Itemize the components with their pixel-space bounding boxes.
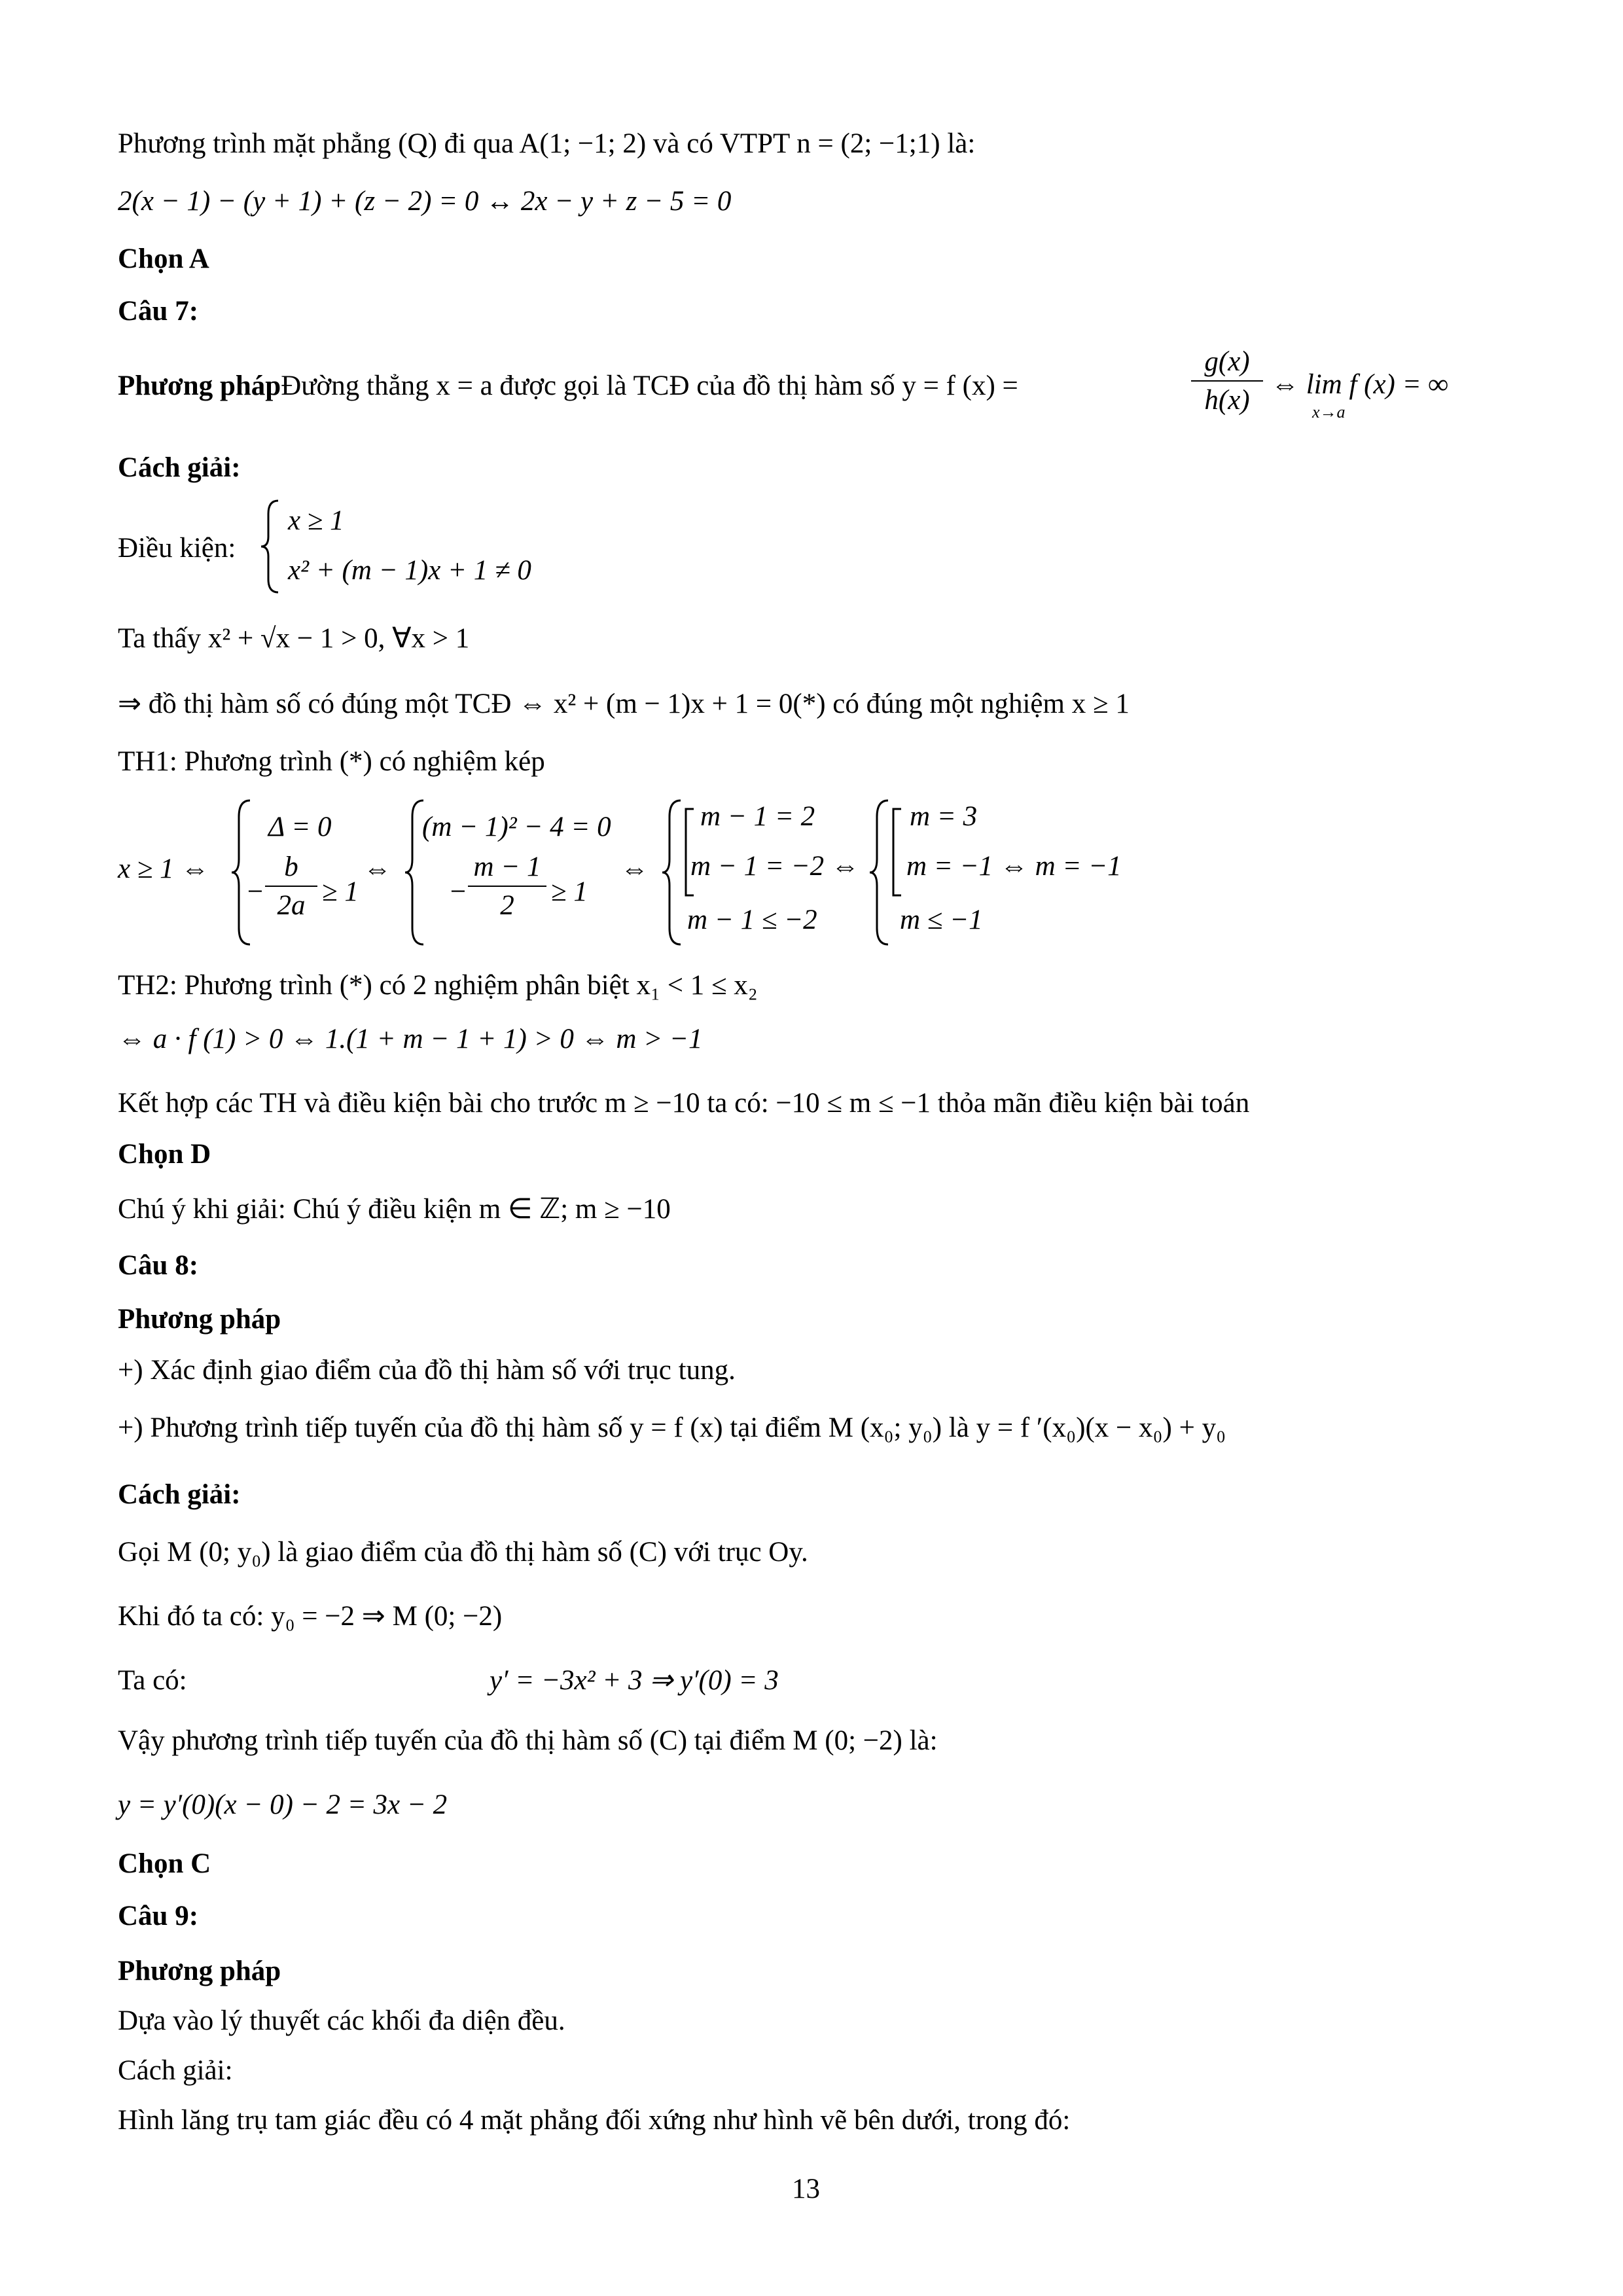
- th1-c3: m − 1 ≤ −2: [687, 905, 817, 935]
- fraction-numerator: g(x): [1204, 346, 1250, 377]
- answer-label: Chọn A: [118, 243, 209, 274]
- method-heading: Phương pháp: [118, 1956, 281, 1986]
- th1-d3: m ≤ −1: [900, 905, 983, 935]
- iff-symbol: ⇔: [363, 853, 391, 884]
- text-line: Dựa vào lý thuyết các khối đa diện đều.: [118, 2005, 565, 2036]
- th1-d2: m = −1 ⇔ m = −1: [906, 851, 1122, 882]
- text-line: Phương trình mặt phẳng (Q) đi qua A(1; −1; 2) và có VTPT n = (2; −1;1) là:: [118, 128, 976, 159]
- th1-c1: m − 1 = 2: [700, 801, 815, 832]
- minus-sign: −: [448, 876, 468, 907]
- text-line: Vậy phương trình tiếp tuyến của đồ thị hàm số (C) tại điểm M (0; −2) là:: [118, 1725, 938, 1756]
- question-heading: Câu 8:: [118, 1250, 199, 1281]
- limit-subscript: x→a: [1312, 403, 1346, 422]
- th1-rel: ≥ 1: [551, 876, 588, 907]
- text-line: +) Xác định giao điểm của đồ thị hàm số với trục tung.: [118, 1355, 736, 1386]
- th1-delta: Δ = 0: [268, 812, 332, 842]
- text-line: Cách giải:: [118, 2055, 233, 2086]
- answer-label: Chọn C: [118, 1848, 211, 1879]
- method-line: [118, 367, 1018, 406]
- left-brace-icon: [259, 497, 285, 596]
- text-line: Hình lăng trụ tam giác đều có 4 mặt phẳng đối xứng như hình vẽ bên dưới, trong đó:: [118, 2105, 1071, 2136]
- fraction: [265, 851, 317, 922]
- th1-rel: ≥ 1: [322, 876, 359, 907]
- text-line: TH1: Phương trình (*) có nghiệm kép: [118, 746, 545, 777]
- method-heading: Phương pháp: [118, 1304, 281, 1335]
- minus-sign: −: [245, 876, 265, 907]
- text-line: +) Phương trình tiếp tuyến của đồ thị hàm số y = f (x) tại điểm M (x₀; y₀) là y = f ′(x₀)(x − x₀) + y₀: [118, 1412, 1226, 1443]
- solution-heading: Cách giải:: [118, 1479, 241, 1510]
- text-line: Kết hợp các TH và điều kiện bài cho trước m ≥ −10 ta có: −10 ≤ m ≤ −1 thỏa mãn điều kiện bài toán: [118, 1088, 1250, 1119]
- left-brace-icon: [229, 797, 255, 948]
- th1-d1: m = 3: [910, 801, 978, 832]
- text-line: Khi đó ta có: y₀ = −2 ⇒ M (0; −2): [118, 1601, 503, 1632]
- answer-label: Chọn D: [118, 1139, 211, 1170]
- question-heading: Câu 7:: [118, 296, 199, 327]
- iff-symbol: ⇔: [620, 853, 649, 884]
- fraction-denominator: h(x): [1204, 385, 1250, 416]
- method-text: Đường thẳng x = a được gọi là TCĐ của đồ thị hàm số y = f (x) =: [281, 370, 1018, 401]
- question-heading: Câu 9:: [118, 1901, 199, 1931]
- solution-heading: Cách giải:: [118, 452, 241, 483]
- derivative-equation: y′ = −3x² + 3 ⇒ y′(0) = 3: [490, 1665, 779, 1696]
- condition-label: Điều kiện:: [118, 533, 236, 564]
- fraction-denominator: 2a: [277, 890, 306, 921]
- equation-line: 2(x − 1) − (y + 1) + (z − 2) = 0 ↔ 2x − y + z − 5 = 0: [118, 186, 732, 217]
- th1-b1: (m − 1)² − 4 = 0: [422, 812, 611, 842]
- equation-line: y = y′(0)(x − 0) − 2 = 3x − 2: [118, 1789, 448, 1820]
- text-line: TH2: Phương trình (*) có 2 nghiệm phân biệt x₁ < 1 ≤ x₂: [118, 970, 758, 1001]
- condition-2: x² + (m − 1)x + 1 ≠ 0: [288, 555, 531, 586]
- equation-line: ⇔ a · f (1) > 0 ⇔ 1.(1 + m − 1 + 1) > 0 ⇔ m > −1: [118, 1024, 703, 1054]
- text-line: Chú ý khi giải: Chú ý điều kiện m ∈ ℤ; m ≥ −10: [118, 1194, 671, 1225]
- fraction: [1191, 346, 1263, 416]
- th1-c2: m − 1 = −2 ⇔: [690, 851, 859, 882]
- text-line: Ta thấy x² + √x − 1 > 0, ∀x > 1: [118, 623, 470, 654]
- fraction-numerator: m − 1: [473, 852, 541, 882]
- limit-expression: ⇔ lim f (x) = ∞: [1271, 369, 1449, 400]
- fraction-denominator: 2: [500, 890, 514, 921]
- th1-lead: x ≥ 1 ⇔: [118, 853, 209, 884]
- fraction-numerator: b: [284, 852, 298, 882]
- method-label: Phương pháp: [118, 370, 281, 401]
- text-line: Ta có:: [118, 1665, 187, 1696]
- text-line: Gọi M (0; y₀) là giao điểm của đồ thị hàm số (C) với trục Oy.: [118, 1537, 808, 1568]
- page-number: 13: [792, 2174, 820, 2204]
- fraction: [468, 851, 546, 922]
- condition-1: x ≥ 1: [288, 505, 344, 536]
- text-line: ⇒ đồ thị hàm số có đúng một TCĐ ⇔ x² + (m − 1)x + 1 = 0(*) có đúng một nghiệm x ≥ 1: [118, 689, 1130, 719]
